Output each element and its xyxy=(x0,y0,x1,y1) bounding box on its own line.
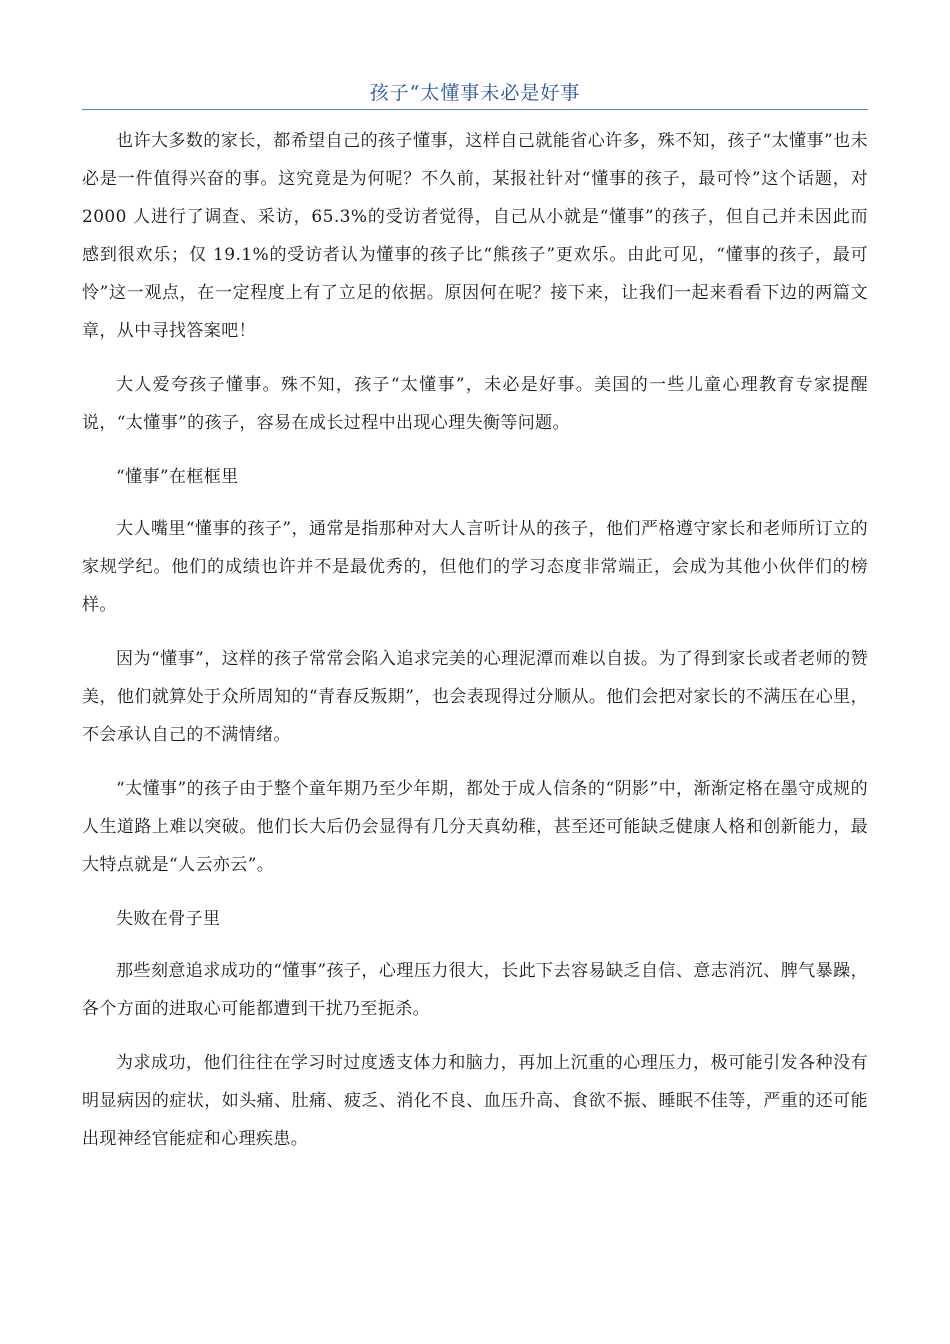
document-title: 孩子“太懂事未必是好事 xyxy=(369,82,581,104)
intro-paragraph: 也许大多数的家长，都希望自己的孩子懂事，这样自己就能省心许多，殊不知，孩子“太懂事”也未必是一件值得兴奋的事。这究竟是为何呢？不久前，某报社针对“懂事的孩子，最可怜”这个话题，对 2000 人进行了调查、采访，65.3%的受访者觉得，自己从小就是“懂事”的孩子，但自己并未因此而感到很欢乐；仅 19.1%的受访者认为懂事的孩子比“熊孩子”更欢乐。由此可见，“懂事的孩子，最可怜”这一观点，在一定程度上有了立足的依据。原因何在呢？接下来，让我们一起来看看下边的两篇文章，从中寻找答案吧！ xyxy=(82,131,868,341)
body-paragraph: 大人爱夸孩子懂事。殊不知，孩子“太懂事”，未必是好事。美国的一些儿童心理教育专家提醒说，“太懂事”的孩子，容易在成长过程中出现心理失衡等问题。 xyxy=(82,375,868,433)
body-paragraph: “太懂事”的孩子由于整个童年期乃至少年期，都处于成人信条的“阴影”中，渐渐定格在墨守成规的人生道路上难以突破。他们长大后仍会显得有几分天真幼稚，甚至还可能缺乏健康人格和创新能力，最大特点就是“人云亦云”。 xyxy=(82,779,868,875)
body-paragraph: 大人嘴里“懂事的孩子”，通常是指那种对大人言听计从的孩子，他们严格遵守家长和老师所订立的家规学纪。他们的成绩也许并不是最优秀的，但他们的学习态度非常端正，会成为其他小伙伴们的榜样。 xyxy=(82,519,868,615)
section-heading: “懂事”在框框里 xyxy=(116,467,239,487)
title-underline xyxy=(82,109,868,110)
body-paragraph: 那些刻意追求成功的“懂事”孩子，心理压力很大，长此下去容易缺乏自信、意志消沉、脾气暴躁，各个方面的进取心可能都遭到干扰乃至扼杀。 xyxy=(82,961,868,1019)
body-paragraph: 为求成功，他们往往在学习时过度透支体力和脑力，再加上沉重的心理压力，极可能引发各种没有明显病因的症状，如头痛、肚痛、疲乏、消化不良、血压升高、食欲不振、睡眠不佳等，严重的还可能出现神经官能症和心理疾患。 xyxy=(82,1053,868,1149)
section-heading: 失败在骨子里 xyxy=(116,909,221,929)
body-paragraph: 因为“懂事”，这样的孩子常常会陷入追求完美的心理泥潭而难以自拔。为了得到家长或者老师的赞美，他们就算处于众所周知的“青春反叛期”，也会表现得过分顺从。他们会把对家长的不满压在心里，不会承认自己的不满情绪。 xyxy=(82,649,868,745)
document-body xyxy=(82,122,868,1174)
